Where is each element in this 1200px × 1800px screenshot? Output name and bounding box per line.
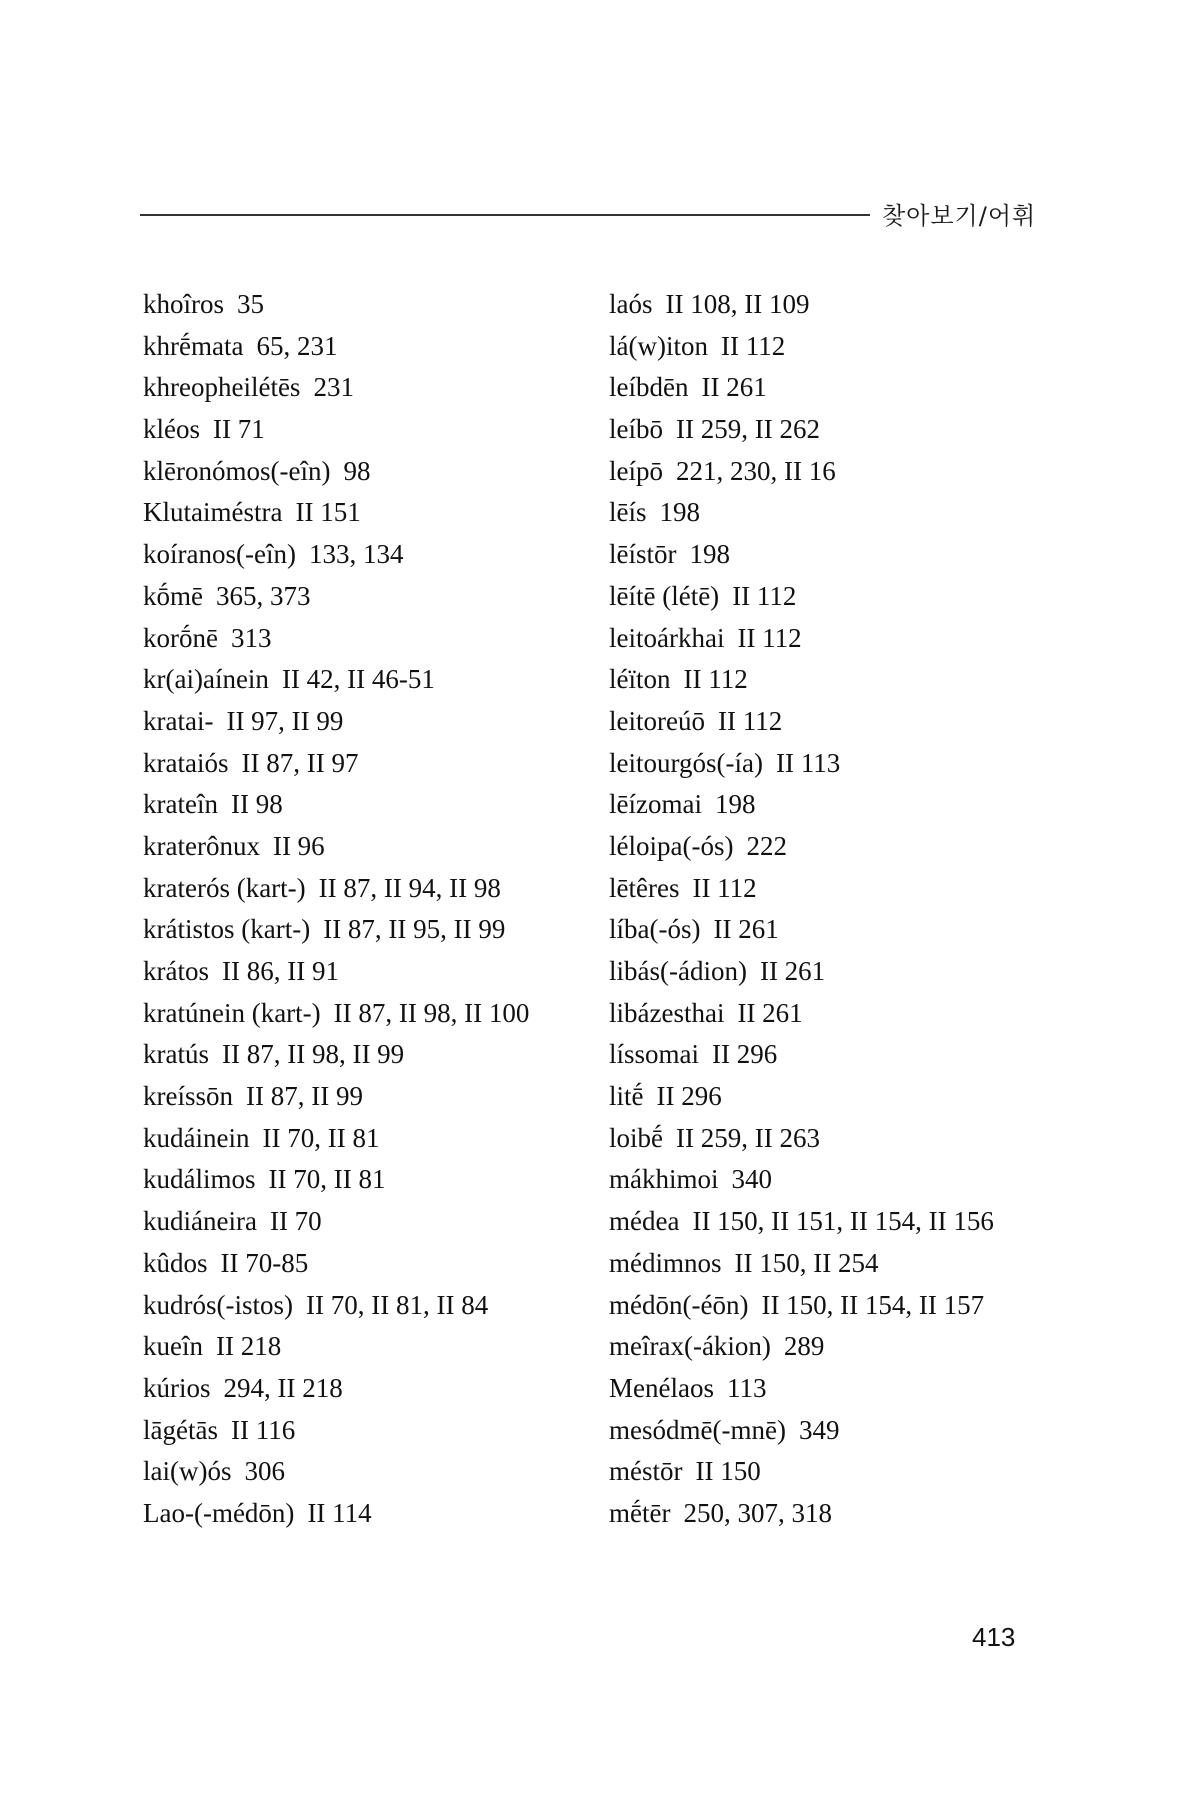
index-entry (143, 326, 529, 368)
index-entry (609, 659, 994, 701)
index-page-refs: II 150 (695, 1456, 761, 1487)
index-page-refs: 340 (731, 1164, 772, 1195)
index-page-refs: II 96 (272, 830, 325, 861)
index-entry (143, 993, 529, 1035)
index-entry (143, 743, 529, 785)
index-page-refs: 198 (659, 497, 700, 528)
index-entry (143, 1410, 529, 1452)
header-rule (140, 214, 870, 216)
index-entry (143, 1034, 529, 1076)
index-page-refs: II 261 (701, 372, 767, 403)
index-term: kreíssōn (143, 1081, 233, 1112)
index-entry (609, 409, 994, 451)
index-entry (609, 1243, 994, 1285)
index-page-refs: II 112 (737, 622, 802, 653)
index-entry (609, 701, 994, 743)
index-term: kṓmē (143, 580, 203, 611)
index-term: kléos (143, 414, 200, 445)
index-entry (143, 1285, 529, 1327)
index-entry (609, 367, 994, 409)
index-page-refs: 35 (237, 289, 264, 319)
index-term: mḗtēr (609, 1497, 671, 1528)
index-term: krátos (143, 956, 209, 986)
index-entry (143, 1451, 529, 1493)
index-page-refs: II 261 (737, 997, 803, 1028)
index-entry (143, 868, 529, 910)
index-term: libás(-ádion) (609, 956, 747, 986)
index-page-refs: II 70, II 81, II 84 (306, 1289, 489, 1320)
index-term: khreopheilétēs (143, 372, 301, 403)
index-entry (609, 826, 994, 868)
index-page-refs: II 151 (295, 497, 361, 528)
index-page-refs: 198 (689, 539, 730, 570)
index-term: kudrós(-istos) (143, 1289, 293, 1320)
index-term: kr(ai)aínein (143, 664, 269, 695)
index-term: líba(-ós) (609, 914, 701, 945)
index-term: litḗ (609, 1081, 644, 1112)
index-entry (143, 534, 529, 576)
index-page-refs: II 112 (720, 330, 786, 361)
index-entry (609, 284, 994, 326)
index-page-refs: II 296 (656, 1081, 722, 1112)
index-term: leitoárkhai (609, 622, 725, 653)
index-entry (609, 1451, 994, 1493)
index-entry (609, 451, 994, 493)
index-entry (143, 951, 529, 993)
index-page-refs: 65, 231 (256, 330, 338, 361)
index-column-left (143, 284, 529, 1535)
index-page-refs: II 71 (213, 414, 265, 445)
index-page-refs: II 87, II 97 (241, 747, 359, 778)
index-entry (609, 1368, 994, 1410)
index-term: loibḗ (609, 1122, 663, 1153)
index-term: lai(w)ós (143, 1456, 232, 1487)
index-term: médōn(-éōn) (609, 1289, 749, 1320)
index-term: méstōr (609, 1456, 683, 1487)
index-entry (609, 868, 994, 910)
index-term: mesódmē(-mnē) (609, 1414, 786, 1445)
index-page-refs: II 261 (759, 956, 826, 986)
index-entry (609, 1159, 994, 1201)
index-page-refs: II 150, II 254 (734, 1247, 879, 1278)
index-page-refs: II 296 (712, 1039, 778, 1070)
index-term: kudiáneira (143, 1206, 257, 1237)
index-term: libázesthai (609, 997, 725, 1028)
index-page-refs: 294, II 218 (223, 1372, 343, 1403)
index-entry (143, 284, 529, 326)
index-page-refs: 113 (726, 1372, 767, 1403)
index-term: lāgétās (143, 1414, 218, 1445)
index-page-refs: II 259, II 263 (676, 1122, 820, 1153)
index-page-refs: II 87, II 95, II 99 (323, 914, 506, 945)
index-page-refs: 250, 307, 318 (683, 1497, 832, 1528)
index-entry (609, 1493, 994, 1535)
index-entry (143, 1493, 529, 1535)
index-page-refs: II 87, II 99 (246, 1081, 363, 1112)
index-term: meîrax(-ákion) (609, 1331, 771, 1362)
index-entry (143, 1076, 529, 1118)
index-term: lētêres (609, 872, 680, 903)
index-entry (143, 1118, 529, 1160)
index-term: krátistos (kart-) (143, 914, 311, 945)
index-page-refs: II 112 (683, 664, 748, 695)
index-term: médimnos (609, 1247, 722, 1278)
index-entry (609, 993, 994, 1035)
index-page-refs: II 70 (269, 1206, 322, 1237)
index-term: leíbō (609, 414, 663, 445)
index-page-refs: II 87, II 94, II 98 (318, 872, 501, 903)
index-term: Menélaos (609, 1372, 714, 1403)
index-term: leíbdēn (609, 372, 689, 403)
index-entry (609, 1410, 994, 1452)
index-entry (609, 1285, 994, 1327)
index-page-refs: 222 (746, 830, 787, 861)
index-page-refs: II 259, II 262 (676, 414, 820, 445)
index-entry (143, 826, 529, 868)
index-entry (143, 618, 529, 660)
index-page-refs: II 150, II 151, II 154, II 156 (692, 1206, 994, 1237)
index-page-refs: 98 (343, 455, 371, 486)
index-entry (143, 1243, 529, 1285)
index-term: kudáinein (143, 1122, 250, 1153)
index-entry (609, 1201, 994, 1243)
index-term: lēítē (létē) (609, 580, 720, 611)
index-page-refs: II 70, II 81 (268, 1164, 386, 1195)
index-term: kraterônux (143, 830, 260, 861)
index-page-refs: 133, 134 (308, 539, 404, 570)
index-entry (143, 659, 529, 701)
index-entry (143, 909, 529, 951)
index-entry (609, 1118, 994, 1160)
index-page-refs: II 114 (307, 1497, 372, 1528)
index-page-refs: II 261 (713, 914, 779, 945)
index-entry (609, 743, 994, 785)
index-term: kúrios (143, 1372, 211, 1403)
index-term: laós (609, 289, 653, 319)
index-term: kraterós (kart-) (143, 872, 306, 903)
index-term: líssomai (609, 1039, 700, 1070)
index-page-refs: II 112 (692, 872, 757, 903)
index-term: lēís (609, 497, 647, 528)
index-term: léïton (609, 664, 671, 695)
index-page-refs: 289 (783, 1331, 825, 1362)
index-term: kratúnein (kart-) (143, 997, 321, 1028)
index-entry (143, 367, 529, 409)
index-term: kratai- (143, 705, 214, 736)
index-page-refs: II 42, II 46-51 (281, 664, 435, 695)
index-term: klēronómos(-eîn) (143, 455, 331, 486)
running-header: 찾아보기/어휘 (882, 202, 1037, 230)
index-page-refs: 313 (230, 622, 272, 653)
index-entry (143, 701, 529, 743)
index-page-refs: II 97, II 99 (226, 705, 344, 736)
index-page-refs: II 218 (216, 1331, 282, 1362)
index-page-refs: II 108, II 109 (665, 289, 810, 319)
index-page-refs: II 87, II 98, II 99 (221, 1039, 405, 1070)
index-term: koíranos(-eîn) (143, 539, 296, 570)
index-page-refs: II 70, II 81 (262, 1122, 380, 1153)
index-term: lēístōr (609, 539, 677, 570)
index-entry (609, 1034, 994, 1076)
index-page-refs: II 112 (717, 705, 783, 736)
index-column-right (609, 284, 994, 1535)
index-page-refs: 349 (798, 1414, 840, 1445)
index-entry (609, 618, 994, 660)
index-entry (143, 492, 529, 534)
index-page-refs: II 87, II 98, II 100 (333, 997, 530, 1028)
index-term: kûdos (143, 1247, 208, 1278)
index-term: khoîros (143, 289, 224, 319)
index-term: mákhimoi (609, 1164, 719, 1195)
index-entry (143, 576, 529, 618)
index-entry (609, 1076, 994, 1118)
index-page-refs: 198 (714, 789, 756, 820)
index-term: krateîn (143, 789, 218, 820)
index-page-refs: 306 (244, 1456, 285, 1487)
index-entry (609, 951, 994, 993)
index-page-refs: II 112 (732, 580, 797, 611)
index-page-refs: 221, 230, II 16 (676, 455, 836, 486)
index-entry (143, 1326, 529, 1368)
index-entry (609, 784, 994, 826)
index-term: kratús (143, 1039, 209, 1070)
index-term: Lao-(-médōn) (143, 1497, 295, 1528)
page-number: 413 (972, 1622, 1016, 1652)
index-term: korṓnē (143, 622, 218, 653)
index-term: krataiós (143, 747, 229, 778)
index-entry (143, 1368, 529, 1410)
index-page-refs: II 150, II 154, II 157 (761, 1289, 985, 1320)
index-page-refs: II 86, II 91 (221, 956, 339, 986)
index-term: léloipa(-ós) (609, 830, 734, 861)
index-term: leípō (609, 455, 663, 486)
index-term: médea (609, 1206, 680, 1237)
index-entry (143, 409, 529, 451)
index-term: Klutaiméstra (143, 497, 283, 528)
index-entry (143, 1159, 529, 1201)
index-entry (609, 909, 994, 951)
index-page-refs: II 113 (775, 747, 841, 778)
index-entry (609, 492, 994, 534)
index-term: leitoreúō (609, 705, 705, 736)
index-entry (609, 576, 994, 618)
index-term: kueîn (143, 1331, 203, 1362)
index-page-refs: II 116 (230, 1414, 296, 1445)
index-page-refs: II 70-85 (220, 1247, 309, 1278)
index-entry (609, 326, 994, 368)
index-page-refs: II 98 (230, 789, 283, 820)
index-entry (609, 1326, 994, 1368)
index-page-refs: 365, 373 (216, 580, 311, 611)
index-term: kudálimos (143, 1164, 256, 1195)
index-term: lēízomai (609, 789, 702, 820)
index-entry (143, 451, 529, 493)
index-entry (609, 534, 994, 576)
index-term: leitourgós(-ía) (609, 747, 763, 778)
index-entry (143, 784, 529, 826)
index-entry (143, 1201, 529, 1243)
index-term: lá(w)iton (609, 330, 708, 361)
index-page-refs: 231 (313, 372, 354, 403)
index-term: khrḗmata (143, 330, 244, 361)
